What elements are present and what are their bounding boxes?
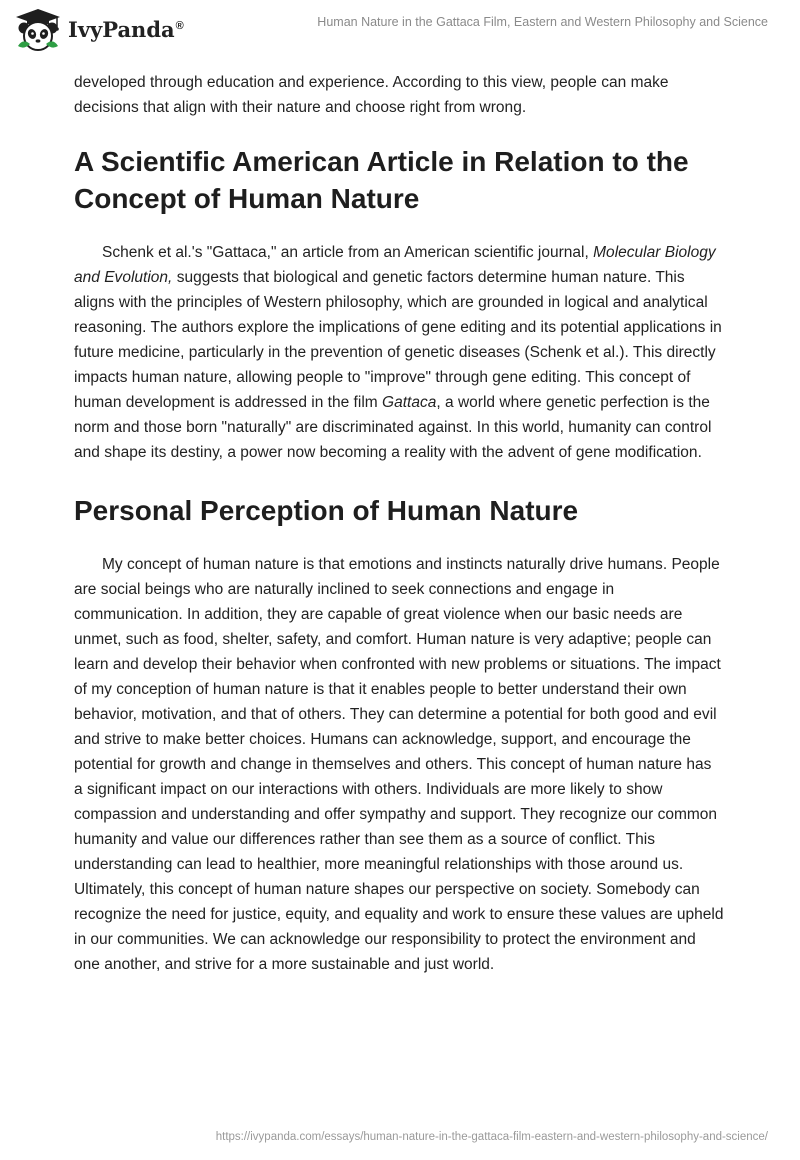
section-heading-personal-perception: Personal Perception of Human Nature — [74, 495, 579, 526]
film-title: Gattaca — [382, 394, 437, 411]
scientific-article-paragraph: Schenk et al.'s "Gattaca," an article from an American scientific journal, Molecular Biology and Evolution, suggests that biological and genetic factors determine human nature. This aligns with the principles of Western philosophy, which are grounded in logical and analytical reasoning. The authors explore the implications of gene editing and its potential applications in future medicine, particularly in the prevention of genetic diseases (Schenk et al.). This directly impacts human nature, allowing people to "improve" through gene editing. This concept of human development is addressed in the film Gattaca, a world where genetic perfection is the norm and those born "naturally" are discriminated against. In this world, humanity can control and shape its destiny, a power now becoming a reality with the advent of gene modification. — [74, 244, 722, 461]
document-title: Human Nature in the Gattaca Film, Eastern and Western Philosophy and Science — [317, 15, 768, 29]
brand-name: IvyPanda® — [68, 16, 184, 42]
journal-name: Molecular Biology and Evolution, — [74, 244, 716, 286]
panda-graduation-icon — [14, 8, 62, 52]
personal-perception-paragraph: My concept of human nature is that emotions and instincts naturally drive humans. People are social beings who are naturally inclined to seek connections and engage in communication. In addition, they are capable of great violence when our basic needs are unmet, such as food, shelter, safety, and comfort. Human nature is very adaptive; people can learn and develop their behavior when confronted with new problems or situations. The impact of my conception of human nature is that it enables people to better understand their own behavior, motivation, and that of others. They can determine a potential for both good and evil and strive to make better choices. Humans can acknowledge, support, and encourage the potential for growth and change in themselves and others. This concept of human nature has a significant impact on our interactions with others. Individuals are more likely to show compassion and understanding and offer sympathy and support. They recognize our common humanity and value our differences rather than see them as a source of conflict. This understanding can lead to healthier, more meaningful relationships with those around us. Ultimately, this concept of human nature shapes our perspective on society. Somebody can recognize the need for justice, equity, and equality and work to ensure these values are upheld in our communities. We can acknowledge our responsibility to protect the environment and one another, and strive for a more sustainable and just world. — [74, 556, 724, 973]
source-url[interactable]: https://ivypanda.com/essays/human-nature-in-the-gattaca-film-eastern-and-western-philosophy-and-science/ — [215, 1131, 768, 1143]
section-heading-scientific-article: A Scientific American Article in Relation to the Concept of Human Nature — [74, 146, 689, 214]
registered-mark: ® — [175, 19, 184, 32]
page-header — [0, 0, 800, 62]
intro-paragraph: developed through education and experience. According to this view, people can make decisions that align with their nature and choose right from wrong. — [74, 74, 669, 116]
essay-body — [74, 70, 724, 977]
ivypanda-logo[interactable] — [14, 8, 184, 52]
